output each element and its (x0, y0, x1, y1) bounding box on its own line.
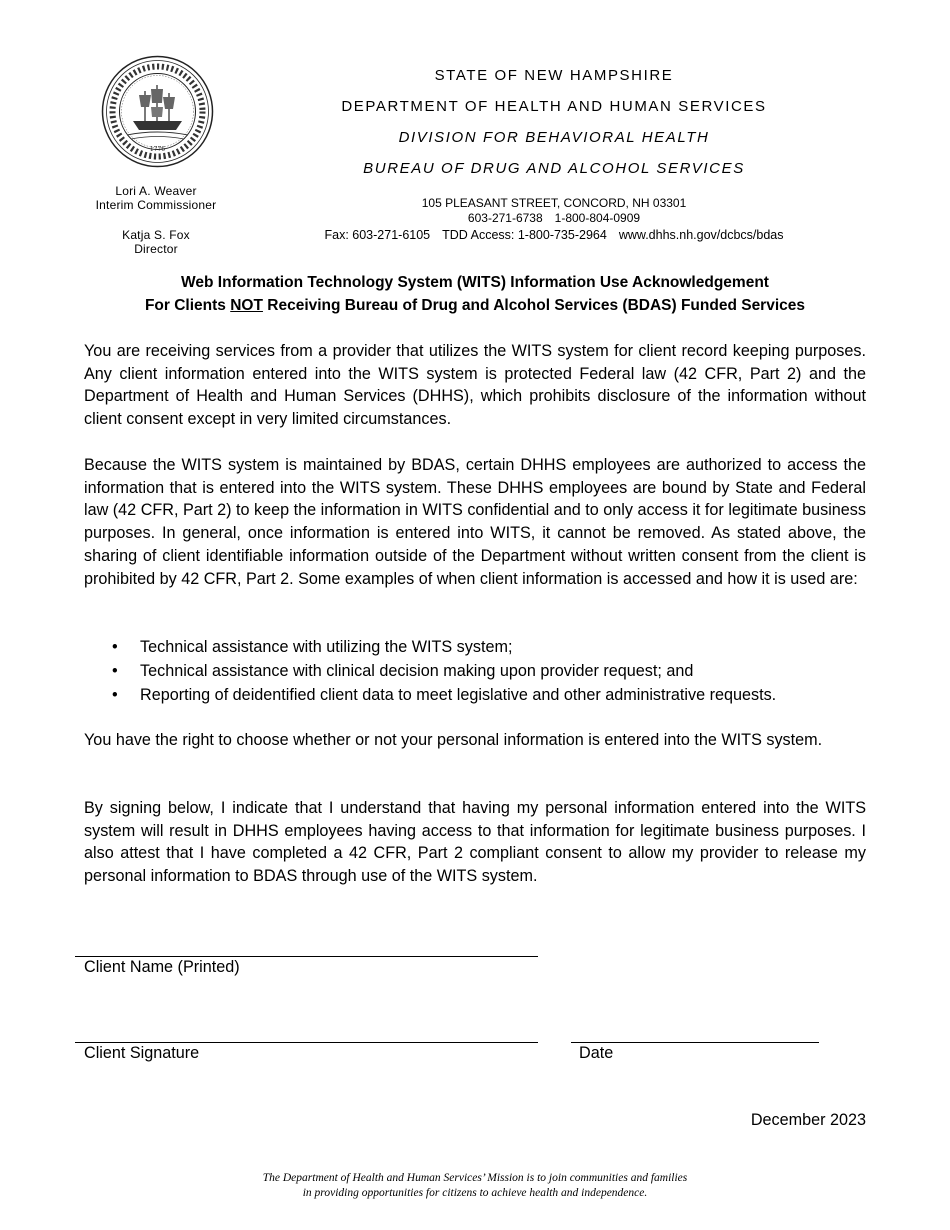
paragraph-4: By signing below, I indicate that I understand that having my personal information entered into the WITS system will result in DHHS employees having access to that information for legitimate business purposes. I also attest that I have completed a 42 CFR, Part 2 compliant consent to allow my provider to release my personal information to BDAS through use of the WITS system. (84, 799, 866, 886)
commissioner-title: Interim Commissioner (95, 198, 217, 212)
paragraph-3: You have the right to choose whether or not your personal information is entered into the WITS system. (84, 731, 823, 749)
state-seal-logo (101, 55, 214, 168)
date-line[interactable] (571, 1042, 819, 1043)
mission-statement (100, 1171, 850, 1201)
division-name: DIVISION FOR BEHAVIORAL HEALTH (398, 129, 710, 146)
department-name: DEPARTMENT OF HEALTH AND HUMAN SERVICES (341, 98, 767, 115)
address: 105 PLEASANT STREET, CONCORD, NH 03301 (421, 196, 687, 210)
title-line-2 (84, 294, 866, 317)
bullet-icon: • (112, 662, 118, 680)
list-item (84, 683, 866, 707)
client-signature-line[interactable] (75, 1042, 538, 1043)
document-date: December 2023 (750, 1111, 866, 1129)
phone-tollfree: 1-800-804-0909 (554, 211, 641, 225)
document-title (84, 271, 866, 317)
date-label: Date (579, 1044, 614, 1062)
svg-text:1776: 1776 (149, 146, 166, 153)
director-title: Director (134, 242, 178, 256)
usage-examples-list (84, 635, 866, 707)
official-director (80, 228, 232, 256)
tdd-access: TDD Access: 1-800-735-2964 (442, 228, 607, 242)
phone-main: 603-271-6738 (467, 211, 543, 225)
bullet-icon: • (112, 686, 118, 704)
client-signature-label: Client Signature (84, 1044, 200, 1062)
state-name: STATE OF NEW HAMPSHIRE (434, 67, 674, 84)
official-commissioner (80, 184, 232, 212)
paragraph-1: You are receiving services from a provider that utilizes the WITS system for client record keeping purposes. Any client information entered into the WITS system is protected Federal law (42 CFR, Part 2) and the Department of Health and Human Services (DHHS), which prohibits disclosure of the information without client consent except in very limited circumstances. (84, 342, 866, 429)
list-item-text: Technical assistance with utilizing the WITS system; (140, 638, 513, 656)
list-item-text: Reporting of deidentified client data to meet legislative and other administrative requests. (140, 686, 777, 704)
phone-numbers (300, 211, 808, 226)
list-item-text: Technical assistance with clinical decision making upon provider request; and (140, 662, 694, 680)
website-link[interactable]: www.dhhs.nh.gov/dcbcs/bdas (618, 228, 784, 242)
director-name: Katja S. Fox (122, 228, 190, 242)
list-item (84, 659, 866, 683)
title-line-2-emphasis: NOT (230, 297, 263, 314)
list-item (84, 635, 866, 659)
title-line-2-pre: For Clients (144, 297, 231, 314)
mission-line-2: in providing opportunities for citizens to achieve health and independence. (302, 1187, 648, 1199)
paragraph-2: Because the WITS system is maintained by BDAS, certain DHHS employees are authorized to access the information that is entered into the WITS system. These DHHS employees are bound by State and Federal law (42 CFR, Part 2) to keep the information in WITS confidential and to only access it for legitimate business purposes. In general, once information is entered into WITS, it cannot be removed. As stated above, the sharing of client identifiable information outside of the Department without written consent from the client is prohibited by 42 CFR, Part 2. Some examples of when client information is accessed and how it is used are: (84, 456, 866, 588)
commissioner-name: Lori A. Weaver (115, 184, 197, 198)
title-line-2-post: Receiving Bureau of Drug and Alcohol Services (BDAS) Funded Services (262, 297, 806, 314)
bullet-icon: • (112, 638, 118, 656)
client-name-line[interactable] (75, 956, 538, 957)
fax-number: Fax: 603-271-6105 (324, 228, 431, 242)
title-line-1: Web Information Technology System (WITS) Information Use Acknowledgement (181, 274, 769, 291)
bureau-name: BUREAU OF DRUG AND ALCOHOL SERVICES (363, 160, 745, 177)
fax-tdd-web (300, 228, 808, 243)
mission-line-1: The Department of Health and Human Services’ Mission is to join communities and families (262, 1172, 688, 1184)
client-name-label: Client Name (Printed) (84, 958, 240, 976)
